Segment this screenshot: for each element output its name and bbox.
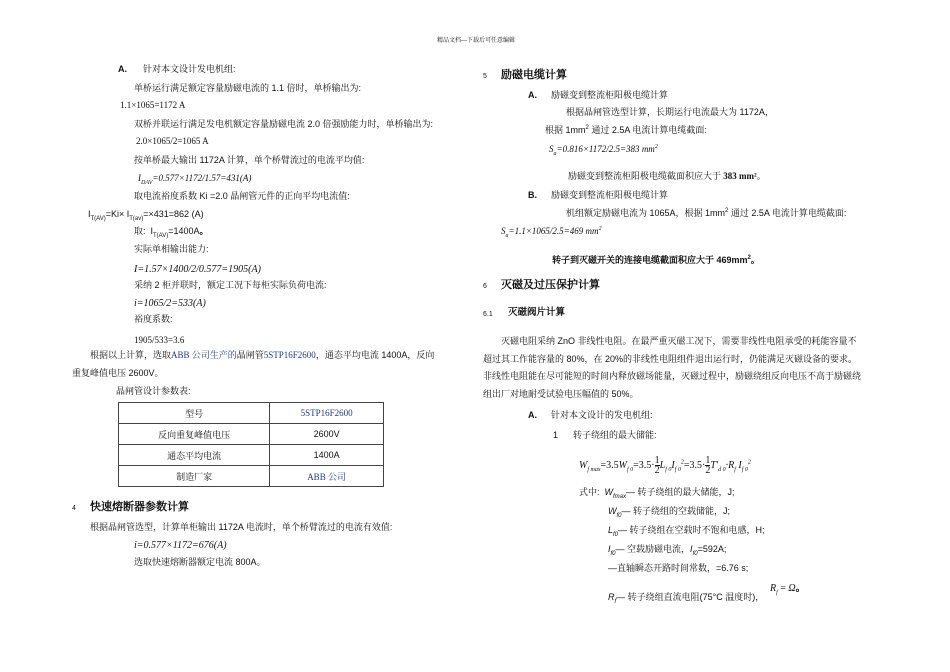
list-number: 1 — [553, 430, 559, 440]
text-line: 根据 $1mm^2$ 通过 2.5A 电流计算电缆截面: — [545, 125, 707, 135]
text-line: 双桥并联运行满足发电机额定容量励磁电流 2.0 倍强励能力时，单桥输出为: — [134, 119, 434, 129]
legend-line: $L_{f0}—$ 转子绕组在空载时不饱和电感，H; — [608, 525, 765, 538]
legend-line: —直轴瞬态开路时间常数，=6.76 s; — [608, 563, 749, 573]
formula: I=1.57×1400/2/0.577=1905(A) — [134, 264, 261, 275]
formula: $I_{T(AV)}=Ki\times I_{T(av)}=\times 431=862$ (A) — [88, 209, 204, 222]
text-line: 按单桥最大输出 1172A 计算，单个桥臂流过的电流平均值: — [134, 155, 365, 165]
value: 383 mm² — [723, 171, 757, 181]
item-b-label: B. — [528, 190, 537, 200]
table-cell: 型号 — [119, 403, 270, 424]
table-row — [119, 403, 384, 424]
text-line: 根据晶闸管选型，计算单柜输出 1172A 电流时，单个桥臂流过的电流有效值: — [90, 522, 393, 532]
text-line: 实际单相输出能力: — [134, 244, 209, 254]
table-cell: 通态平均电流 — [119, 445, 270, 466]
formula: $S_a=1.1\times 1065/2.5=469$ $mm^2$ — [501, 226, 602, 239]
section-title: 励磁电缆计算 — [501, 69, 567, 81]
legend-line: $W_{f0}—$ 转子绕组的空载储能，J; — [608, 506, 731, 519]
formula: 1905/533=3.6 — [134, 335, 185, 345]
formula: 2.0×1065/2=1065 A — [136, 136, 209, 146]
formula: $I_{DAV}=0.577\times 1172/1.57=431(A)$ — [138, 173, 252, 186]
text-line: 取电流裕度系数 Ki =2.0 晶闸管元件的正向平均电流值: — [134, 191, 350, 201]
section-title: 快速熔断器参数计算 — [90, 501, 189, 513]
part-number: 5STP16F2600 — [263, 350, 316, 360]
item-a-text: 励磁变到整流柜阳极电缆计算 — [551, 90, 669, 100]
table-cell: 反向重复峰值电压 — [119, 424, 270, 445]
thyristor-params-table — [118, 402, 384, 487]
formula: $W_{f max}=3.5W_{f 0}=3.5\cdot$ $\frac{1}{2}$ $L_{f 0}I_{f 0}^2=3.5\cdot$ $\frac{1}{2}$ $T'_{d 0}\cdot R_f$ $I_{f 0}^2$ — [579, 455, 751, 477]
formula-body: =0.577×1172/1.57=431(A) — [152, 173, 252, 183]
legend-line: 式中: $W_{fmax}—$ 转子绕组的最大储能，J; — [579, 487, 735, 500]
formula: $S_a=0.816\times 1172/2.5=383$ $mm^2$ — [549, 144, 658, 157]
formula: i=1065/2=533(A) — [134, 298, 206, 309]
section-number: 4 — [72, 505, 76, 512]
item-a-text: 针对本文设计的发电机组: — [551, 410, 653, 420]
text-line: 取: $I_{T(AV)}=1400A$。 — [134, 226, 209, 239]
page-header: 精品文档---下载后可任意编辑 — [437, 38, 515, 44]
table-cell: ABB 公司 — [270, 466, 384, 487]
item-a-label: A. — [528, 90, 537, 100]
section-title: 灭磁阀片计算 — [508, 307, 566, 318]
text: 晶闸管 — [236, 350, 264, 360]
text: 根据以上计算，选取 — [90, 350, 172, 360]
item-a-label: A. — [118, 64, 127, 74]
formula: $R_f = \Omega$。 — [770, 583, 806, 596]
text-line — [568, 170, 766, 182]
text-line: 转子到灭磁开关的连接电缆截面积应大于 $469mm^2$。 — [552, 255, 760, 265]
text-line: 根据晶闸管选型计算，长期运行电流最大为 1172A， — [566, 107, 774, 117]
table-cell: 1400A — [270, 445, 384, 466]
section-number: 6 — [483, 283, 487, 290]
formula: i=0.577×1172=676(A) — [134, 540, 227, 551]
legend-line: $R_f—$ 转子绕组直流电阻(75°C 温度时)， — [608, 592, 765, 605]
text-line — [90, 349, 434, 361]
table-row — [119, 424, 384, 445]
text: 。 — [756, 171, 766, 181]
text: 励磁变到整流柜阳极电缆截面积应大于 — [568, 171, 722, 181]
table-cell: 5STP16F2600 — [270, 403, 384, 424]
section-number: 6.1 — [483, 311, 493, 318]
table-cell: 制造厂家 — [119, 466, 270, 487]
section-title: 灭磁及过压保护计算 — [501, 279, 600, 291]
legend-line: $I_{f0}—$ 空载励磁电流，$I_{f0}=592A$; — [608, 544, 727, 557]
text-line: 转子绕组的最大储能: — [573, 430, 657, 440]
item-a-text: 针对本文设计发电机组: — [143, 64, 236, 74]
item-b-text: 励磁变到整流柜阳极电缆计算 — [551, 190, 669, 200]
table-row — [119, 445, 384, 466]
table-row — [119, 466, 384, 487]
item-a-label: A. — [528, 410, 537, 420]
body-paragraph: 灭磁电阻采纳 ZnO 非线性电阻。在最严重灭磁工况下，需要非线性电阻承受的耗能容量不超过其工作能容量的 80%，在 20%的非线性电阻组件退出运行时，仍能满足灭磁设备的要求。非线性电阻能在尽可能短的时间内释放磁场能量，灭磁过程中，励磁绕组反向电压不高于励磁绕组出厂对地耐受试验电压幅值的 50%。 — [483, 336, 862, 399]
table-cell: 2600V — [270, 424, 384, 445]
formula: 1.1×1065=1172 A — [120, 100, 186, 110]
section-number: 5 — [483, 73, 487, 80]
text: ，通态平均电流 1400A，反向 — [315, 350, 435, 360]
text-line: 晶闸管设计参数表: — [116, 386, 191, 396]
text-line: 机组额定励磁电流为 1065A，根据 $1mm^2$ 通过 2.5A 电流计算电缆截面: — [566, 208, 847, 218]
text-line: 选取快速熔断器额定电流 800A。 — [134, 557, 266, 567]
text-line: 重复峰值电压 2600V。 — [72, 368, 164, 378]
text-line: 采纳 2 柜并联时，额定工况下每柜实际负荷电流: — [134, 280, 327, 290]
text-line: 单桥运行满足额定容量励磁电流的 1.1 倍时，单桥输出为: — [134, 83, 362, 93]
text-line: 裕度系数: — [134, 314, 173, 324]
text: ABB 公司生产的 — [171, 350, 237, 360]
